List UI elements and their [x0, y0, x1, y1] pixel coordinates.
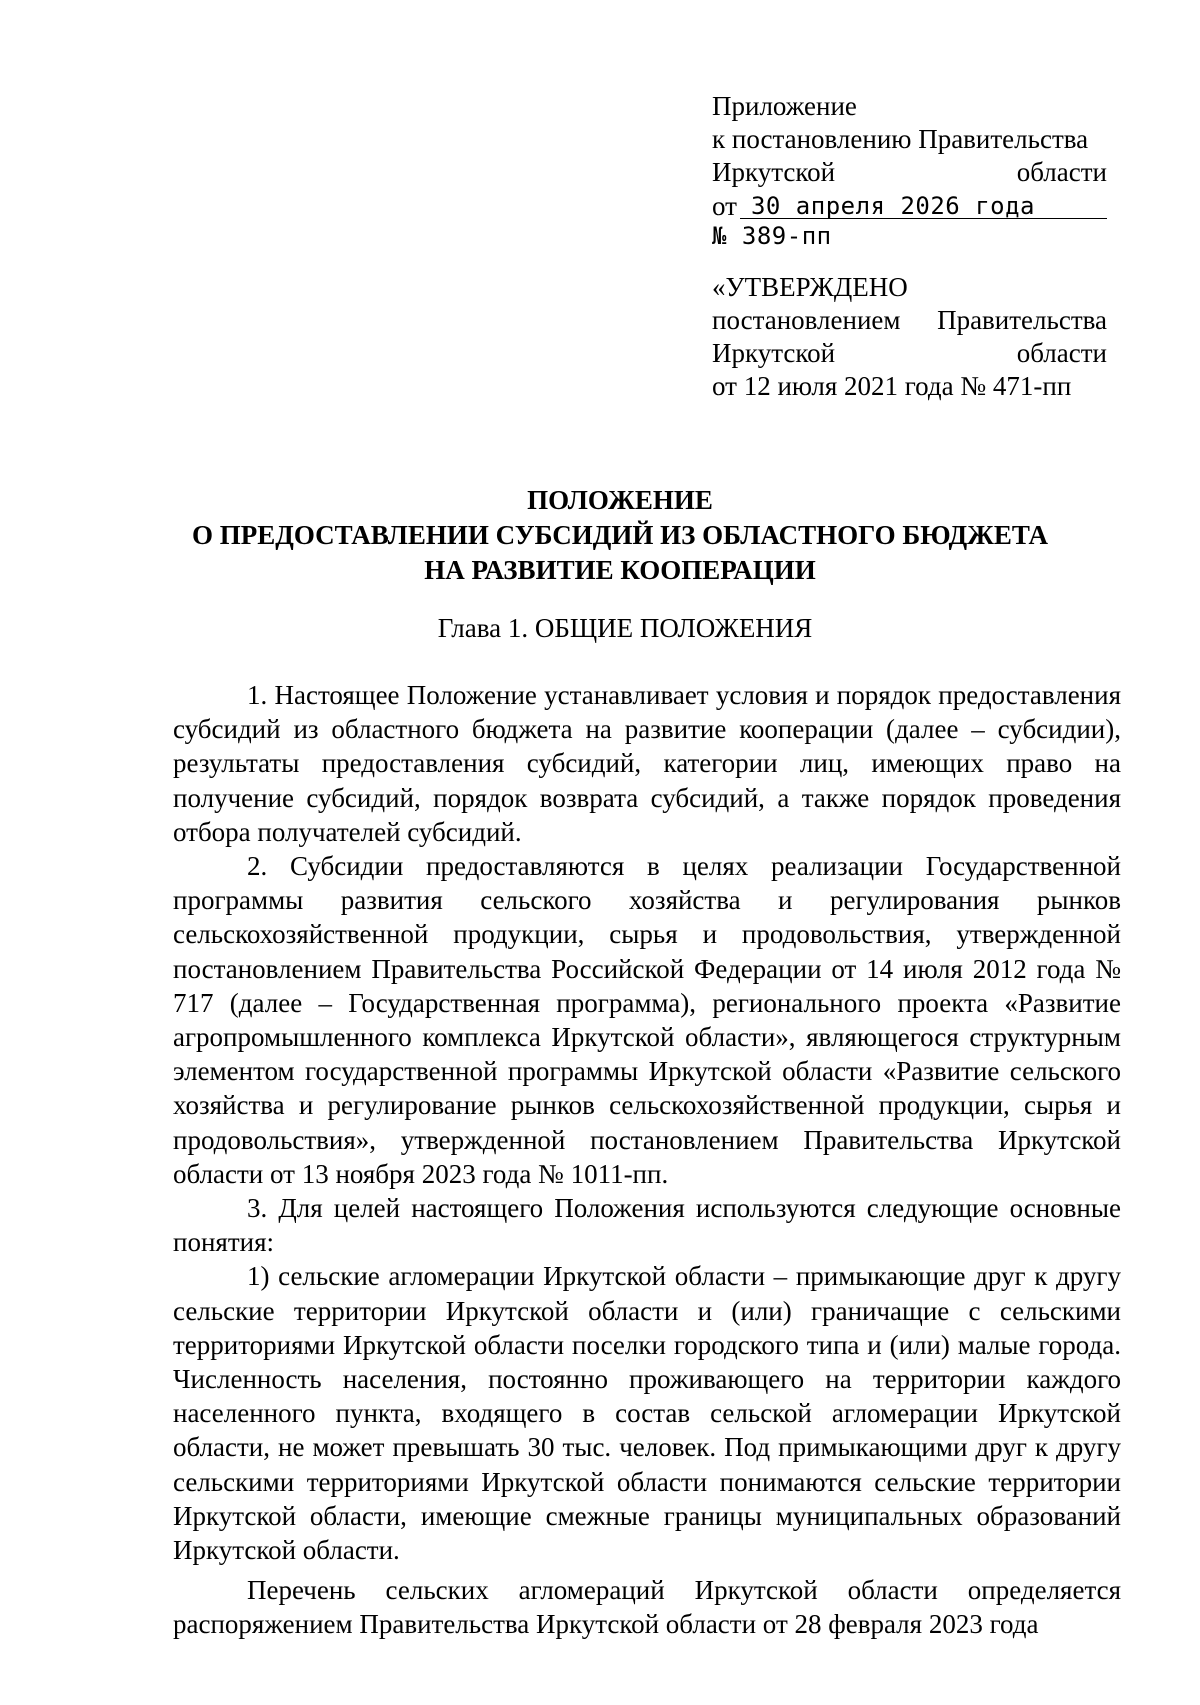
paragraph-3-item-1: 1) сельские агломерации Иркутской области – примыкающие друг к другу сельские территории Иркутской области и (или) граничащие с сельскими территориями Иркутской области поселки городского типа и (или) малые города. Численность населения, постоянно проживающего на территории каждого населенного пункта, входящего в состав сельской агломерации Иркутской области, не может превышать 30 тыс. человек. Под примыкающими друг к другу сельскими территориями Иркутской области понимаются сельские территории Иркутской области, имеющие смежные границы муниципальных образований Иркутской области. — [173, 1261, 1121, 1566]
appendix-oblast-word: области — [1016, 157, 1107, 187]
appendix-line-1: Приложение — [712, 91, 857, 121]
chapter-heading: Глава 1. ОБЩИЕ ПОЛОЖЕНИЯ — [437, 613, 813, 643]
paragraph-3: 3. Для целей настоящего Положения используются следующие основные понятия: — [173, 1193, 1121, 1258]
approved-block — [712, 271, 1107, 403]
appendix-date-value: 30 апреля 2026 года — [750, 192, 1035, 220]
document-body — [173, 678, 1121, 1642]
approved-line-3 — [712, 337, 1107, 370]
appendix-line-3 — [712, 156, 1107, 189]
approved-oblast-word: области — [1016, 338, 1107, 368]
appendix-number: № 389-пп — [712, 222, 832, 250]
appendix-date-line — [712, 189, 1107, 223]
appendix-date-underline — [740, 218, 1107, 219]
approved-government-word: Правительства — [937, 305, 1107, 335]
appendix-block — [712, 90, 1107, 403]
appendix-date-prefix: от — [712, 191, 737, 221]
appendix-region-word: Иркутской — [712, 157, 836, 187]
paragraph-2: 2. Субсидии предоставляются в целях реализации Государственной программы развития сельского хозяйства и регулирования рынков сельскохозяйственной продукции, сырья и продовольствия, утвержденной постановлением Правительства Российской Федерации от 14 июля 2012 года № 717 (далее – Государственная программа), регионального проекта «Развитие агропромышленного комплекса Иркутской области», являющегося структурным элементом государственной программы Иркутской области «Развитие сельского хозяйства и регулирование рынков сельскохозяйственной продукции, сырья и продовольствия», утвержденной постановлением Правительства Иркутской области от 13 ноября 2023 года № 1011-пп. — [173, 851, 1121, 1189]
appendix-line-2: к постановлению Правительства — [712, 124, 1089, 154]
title-line-3: НА РАЗВИТИЕ КООПЕРАЦИИ — [424, 555, 816, 585]
paragraph-agglomeration-list: Перечень сельских агломераций Иркутской области определяется распоряжением Правительства Иркутской области от 28 февраля 2023 года — [173, 1575, 1121, 1640]
document-title — [0, 483, 1200, 588]
paragraph-1: 1. Настоящее Положение устанавливает условия и порядок предоставления субсидий из областного бюджета на развитие кооперации (далее – субсидии), результаты предоставления субсидий, категории лиц, имеющих право на получение субсидий, порядок возврата субсидий, а также порядок проведения отбора получателей субсидий. — [173, 680, 1121, 847]
title-line-2: О ПРЕДОСТАВЛЕНИИ СУБСИДИЙ ИЗ ОБЛАСТНОГО БЮДЖЕТА — [191, 520, 1049, 550]
approved-line-1: «УТВЕРЖДЕНО — [712, 272, 908, 302]
approved-line-2 — [712, 304, 1107, 337]
approved-line-4: от 12 июля 2021 года № 471-пп — [712, 371, 1072, 401]
approved-region-word: Иркутской — [712, 338, 836, 368]
approved-decree-word: постановлением — [712, 305, 901, 335]
title-line-1: ПОЛОЖЕНИЕ — [527, 485, 713, 515]
